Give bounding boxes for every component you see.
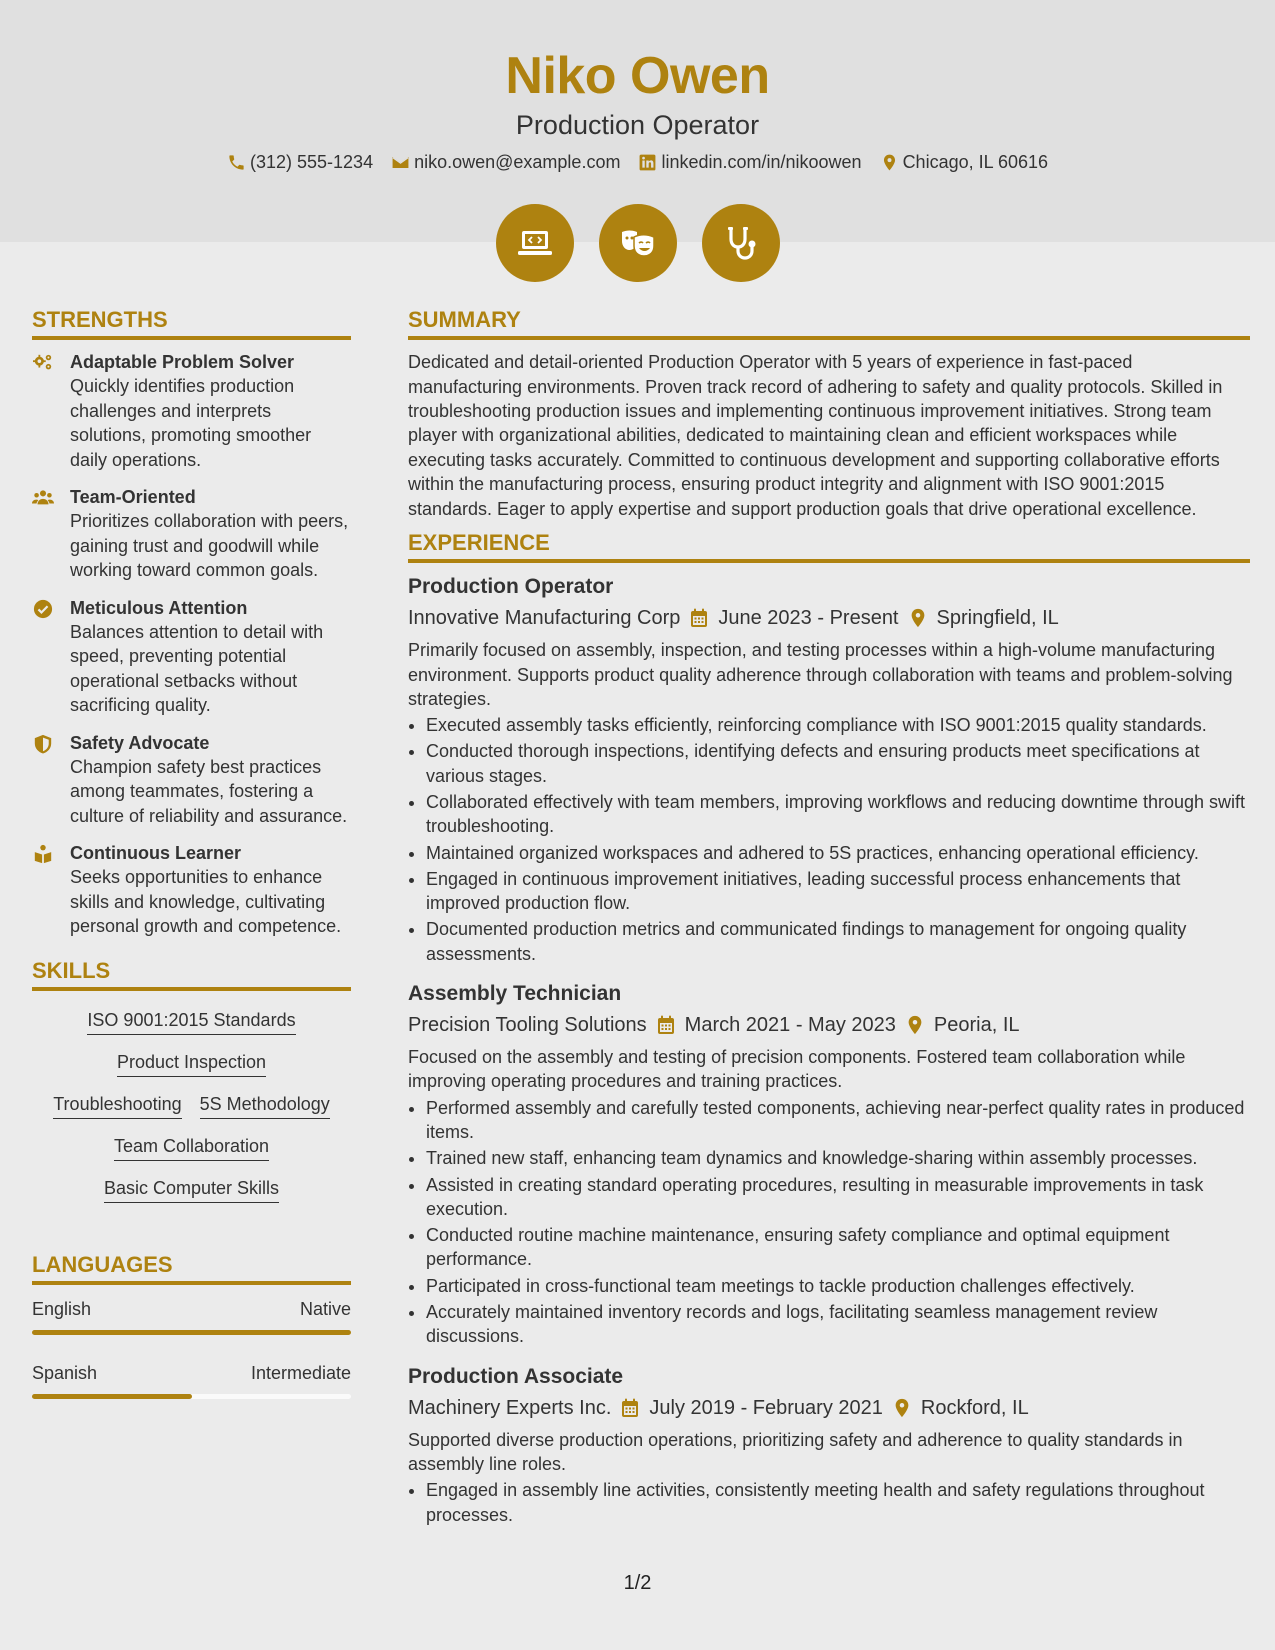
job-bullet: • Documented production metrics and communicated findings to management for ongoing quality assessments.	[426, 917, 1250, 966]
skill-tag: ISO 9001:2015 Standards	[87, 1009, 295, 1035]
badge-row	[0, 204, 1275, 282]
contact-email[interactable]	[391, 152, 620, 173]
gears-icon	[32, 353, 54, 373]
job-meta	[408, 1395, 1250, 1421]
languages-heading: LANGUAGES	[32, 1253, 351, 1285]
calendar-icon	[690, 608, 708, 628]
job-location: Springfield, IL	[936, 607, 1059, 630]
language-item	[32, 1299, 351, 1335]
location-pin-icon	[893, 1398, 911, 1418]
stethoscope-icon	[721, 223, 761, 263]
strength-desc: Seeks opportunities to enhance skills and knowledge, cultivating personal growth and competence.	[70, 867, 342, 937]
job-title: Production Associate	[408, 1364, 624, 1388]
strength-title: Meticulous Attention	[70, 597, 248, 618]
linkedin-icon	[638, 153, 657, 172]
left-column	[32, 308, 351, 1399]
job-bullet: • Engaged in assembly line activities, consistently meeting health and safety regulations throughout processes.	[426, 1478, 1250, 1527]
job-bullet: • Collaborated effectively with team members, improving workflows and reducing downtime through swift troubleshooting.	[426, 790, 1250, 839]
job-entry	[408, 980, 1250, 1349]
contact-linkedin[interactable]	[638, 152, 861, 173]
location-pin-icon	[909, 608, 927, 628]
job-bullet: • Trained new staff, enhancing team dynamics and knowledge-sharing within assembly processes.	[426, 1146, 1250, 1170]
candidate-title: Production Operator	[515, 110, 760, 140]
strength-item	[32, 731, 351, 829]
calendar-icon	[621, 1398, 639, 1418]
job-description: Supported diverse production operations, prioritizing safety and adherence to quality standards in assembly line roles.	[408, 1429, 1183, 1474]
book-reader-icon	[32, 844, 54, 864]
language-level: Intermediate	[250, 1363, 351, 1384]
strength-title: Adaptable Problem Solver	[70, 352, 295, 373]
skill-tag: Troubleshooting	[53, 1093, 181, 1119]
job-bullet: • Assisted in creating standard operating procedures, resulting in measurable improvements in task execution.	[426, 1173, 1250, 1222]
candidate-name: Niko Owen	[505, 47, 770, 105]
language-item	[32, 1363, 351, 1399]
job-location: Peoria, IL	[933, 1014, 1020, 1037]
calendar-icon	[657, 1015, 675, 1035]
job-bullet: • Engaged in continuous improvement initiatives, leading successful process enhancements that improved production flow.	[426, 867, 1250, 916]
contact-location-text: Chicago, IL 60616	[902, 152, 1049, 172]
language-bar-fill	[32, 1330, 351, 1335]
strength-title: Continuous Learner	[70, 843, 242, 864]
language-name: Spanish	[32, 1363, 98, 1384]
badge-stethoscope	[702, 204, 780, 282]
skill-tag: 5S Methodology	[200, 1093, 330, 1119]
strength-title: Team-Oriented	[70, 487, 196, 508]
job-bullet: • Performed assembly and carefully tested components, achieving near-perfect quality rates in produced items.	[426, 1096, 1250, 1145]
strengths-heading: STRENGTHS	[32, 308, 351, 340]
job-location: Rockford, IL	[920, 1396, 1029, 1419]
job-bullets	[408, 1478, 1250, 1527]
strength-item	[32, 485, 351, 583]
check-circle-icon	[32, 599, 54, 619]
theater-masks-icon	[618, 223, 658, 263]
job-bullet: • Accurately maintained inventory records and logs, facilitating seamless management review discussions.	[426, 1300, 1250, 1349]
right-column	[408, 308, 1250, 1541]
job-company: Innovative Manufacturing Corp	[408, 607, 681, 630]
language-name: English	[32, 1299, 92, 1320]
location-pin-icon	[906, 1015, 924, 1035]
skills-list	[32, 1009, 351, 1203]
contact-linkedin-text: linkedin.com/in/nikoowen	[661, 152, 862, 172]
strength-title: Safety Advocate	[70, 732, 210, 753]
summary-text: Dedicated and detail-oriented Production Operator with 5 years of experience in fast-paced manufacturing environments. Proven track record of adhering to safety and quality protocols. Skilled in troubleshooting production issues and implementing continuous improvement initiatives. Strong team player with organizational abilities, dedicated to maintaining clean and efficient workspaces while executing tasks accurately. Committed to continuous development and supporting collaborative efforts within the manufacturing process, ensuring product integrity and alignment with ISO 9001:2015 standards. Eager to apply expertise and support production goals that drive operational excellence.	[408, 352, 1223, 519]
contact-bar	[0, 152, 1275, 173]
job-company: Machinery Experts Inc.	[408, 1396, 612, 1419]
badge-laptop	[496, 204, 574, 282]
shield-icon	[32, 734, 54, 754]
job-bullet: • Executed assembly tasks efficiently, reinforcing compliance with ISO 9001:2015 quality standards.	[426, 713, 1250, 737]
contact-email-text: niko.owen@example.com	[414, 152, 621, 172]
contact-phone-text: (312) 555-1234	[249, 152, 374, 172]
skill-tag: Basic Computer Skills	[104, 1177, 279, 1203]
job-bullets	[408, 1096, 1250, 1349]
experience-heading: EXPERIENCE	[408, 531, 1250, 563]
summary-heading: SUMMARY	[408, 308, 1250, 340]
language-bar-fill	[32, 1394, 192, 1399]
job-meta	[408, 605, 1250, 631]
job-meta	[408, 1012, 1250, 1038]
job-dates: March 2021 - May 2023	[684, 1014, 896, 1037]
page-number: 1/2	[623, 1572, 652, 1594]
strength-desc: Balances attention to detail with speed, preventing potential operational setbacks without sacrificing quality.	[70, 621, 324, 716]
location-pin-icon	[880, 153, 899, 172]
strength-desc: Prioritizes collaboration with peers, gaining trust and goodwill while working toward common goals.	[70, 511, 349, 581]
job-title: Production Operator	[408, 575, 614, 599]
strength-item	[32, 841, 351, 939]
laptop-code-icon	[515, 223, 555, 263]
job-entry	[408, 573, 1250, 966]
email-icon	[391, 153, 410, 172]
job-bullet: • Conducted routine machine maintenance, ensuring safety compliance and optimal equipment performance.	[426, 1223, 1250, 1272]
language-level: Native	[299, 1299, 351, 1320]
job-bullets	[408, 713, 1250, 966]
strength-desc: Quickly identifies production challenges and interprets solutions, promoting smoother daily operations.	[70, 376, 312, 470]
users-icon	[32, 488, 54, 508]
strength-item	[32, 596, 351, 718]
strength-item	[32, 350, 351, 472]
strength-desc: Champion safety best practices among teammates, fostering a culture of reliability and assurance.	[70, 756, 348, 826]
job-dates: June 2023 - Present	[718, 607, 899, 630]
contact-phone[interactable]	[227, 152, 373, 173]
job-description: Focused on the assembly and testing of precision components. Fostered team collaboration while improving operating procedures and training practices.	[408, 1047, 1186, 1092]
job-title: Assembly Technician	[408, 982, 622, 1006]
badge-masks	[599, 204, 677, 282]
skill-tag: Product Inspection	[117, 1051, 266, 1077]
job-bullet: • Maintained organized workspaces and adhered to 5S practices, enhancing operational efficiency.	[426, 841, 1250, 865]
language-bar	[32, 1330, 351, 1335]
skill-tag: Team Collaboration	[114, 1135, 269, 1161]
skills-heading: SKILLS	[32, 959, 351, 991]
job-description: Primarily focused on assembly, inspection, and testing processes within a high-volume manufacturing environment. Supports product quality adherence through collaboration with teams and problem-solving strategies.	[408, 640, 1233, 709]
job-dates: July 2019 - February 2021	[649, 1396, 883, 1419]
contact-location	[880, 152, 1048, 173]
job-entry	[408, 1363, 1250, 1527]
language-bar	[32, 1394, 351, 1399]
job-bullet: • Participated in cross-functional team meetings to tackle production challenges effectively.	[426, 1274, 1250, 1298]
job-bullet: • Conducted thorough inspections, identifying defects and ensuring products meet specifications at various stages.	[426, 739, 1250, 788]
phone-icon	[227, 153, 246, 172]
experience-list	[408, 573, 1250, 1527]
job-company: Precision Tooling Solutions	[408, 1014, 647, 1037]
